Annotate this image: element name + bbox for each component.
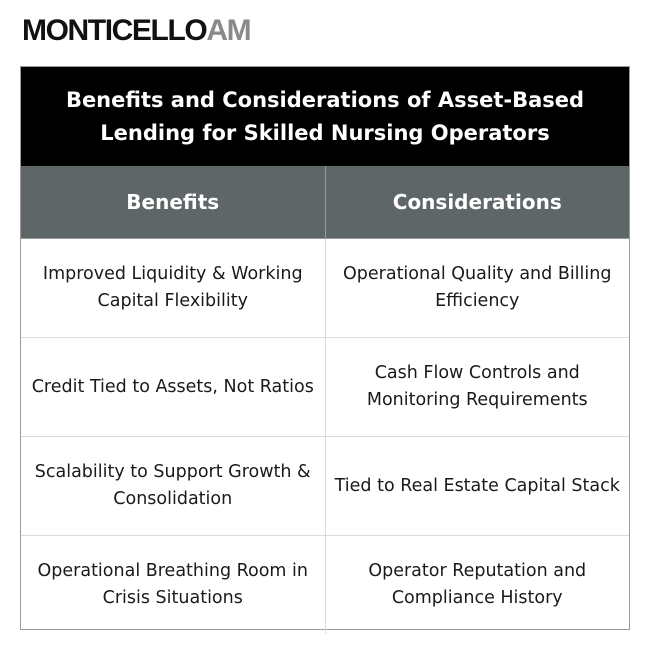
- table-title: Benefits and Considerations of Asset-Based Lending for Skilled Nursing Operators: [21, 67, 629, 166]
- consideration-cell: Operational Quality and Billing Efficiency: [325, 239, 630, 337]
- comparison-table: [20, 66, 630, 630]
- benefit-cell: Credit Tied to Assets, Not Ratios: [31, 376, 314, 397]
- table-header-row: [21, 166, 629, 239]
- benefit-cell: Operational Breathing Room in Crisis Situations: [37, 561, 308, 608]
- consideration-cell: Tied to Real Estate Capital Stack: [325, 437, 630, 535]
- table-row: [21, 535, 629, 634]
- header-benefits: Benefits: [126, 190, 220, 214]
- consideration-cell: Operator Reputation and Compliance History: [325, 536, 630, 634]
- benefit-cell: Improved Liquidity & Working Capital Flexibility: [42, 264, 303, 311]
- consideration-cell: Cash Flow Controls and Monitoring Requirements: [325, 338, 630, 436]
- logo-text-primary: MONTICELLO: [22, 14, 207, 47]
- table-row: [21, 239, 629, 337]
- table-row: [21, 436, 629, 535]
- table-row: [21, 337, 629, 436]
- header-considerations: Considerations: [325, 166, 630, 238]
- benefit-cell: Scalability to Support Growth & Consolidation: [34, 462, 311, 509]
- logo-text-secondary: AM: [206, 14, 251, 47]
- logo: [22, 14, 250, 48]
